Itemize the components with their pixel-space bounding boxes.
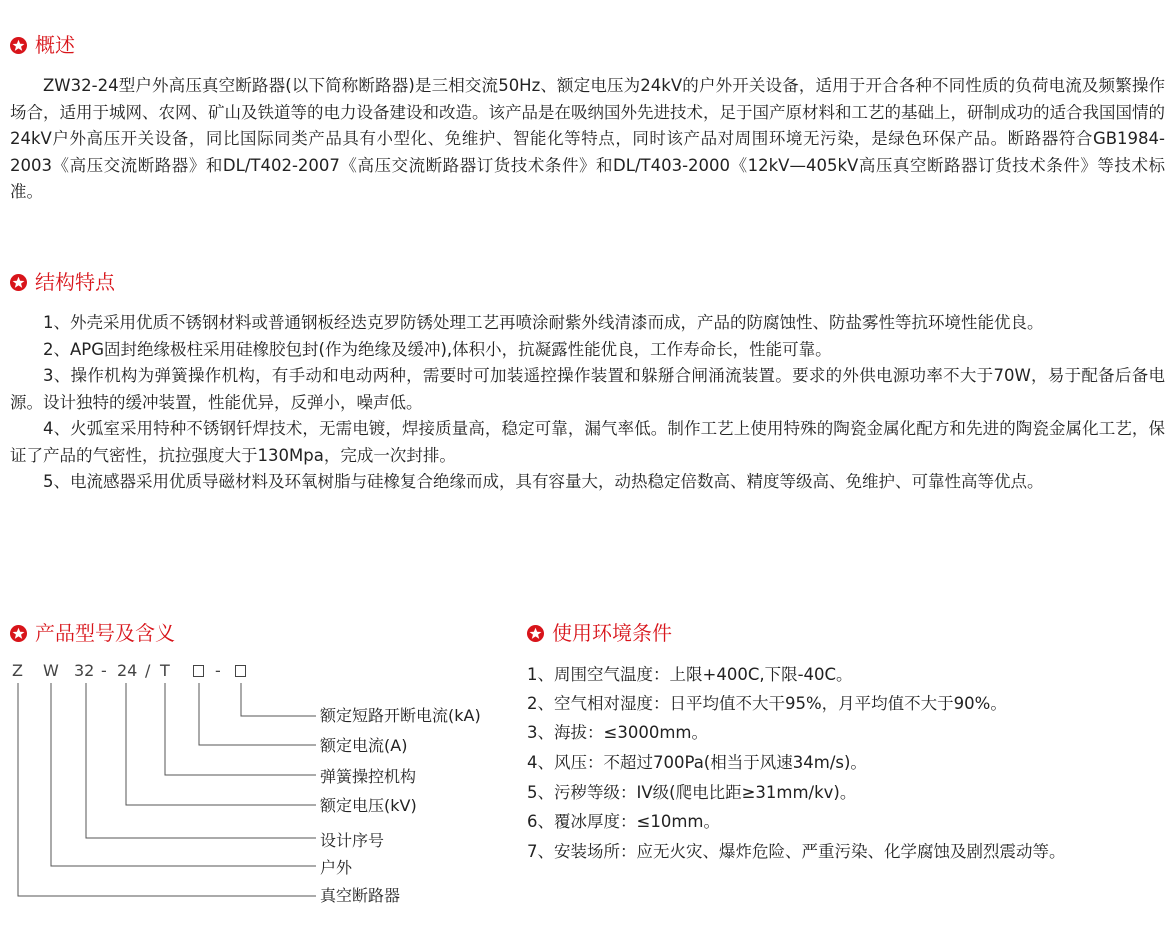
env-item-5: 5、污秽等级：IV级(爬电比距≥31mm/kv)。 — [527, 783, 857, 802]
structure-item-3: 3、操作机构为弹簧操作机构，有手动和电动两种，需要时可加装遥控操作装置和躲掰合闸涌流装置。要求的外供电源功率不大于70W，易于配备后备电源。设计独特的缓冲装置，性能优异，反弹小，噪声低。 — [10, 366, 1165, 412]
env-item-2: 2、空气相对湿度：日平均值不大干95%，月平均值不大于90%。 — [527, 694, 1007, 713]
env-item-6: 6、覆冰厚度：≤10mm。 — [527, 812, 720, 831]
code-24: 24 — [117, 661, 138, 680]
desc-rated-current: 额定电流(A) — [320, 736, 408, 755]
structure-title: 结构特点 — [35, 270, 115, 294]
env-item-3: 3、海拔：≤3000mm。 — [527, 723, 708, 742]
environment-title: 使用环境条件 — [552, 621, 672, 645]
env-item-1: 1、周围空气温度：上限+400C,下限-40C。 — [527, 665, 853, 684]
overview-text: ZW32-24型户外高压真空断路器(以下简称断路器)是三相交流50Hz、额定电压为24kV的户外开关设备，适用于开合各种不同性质的负荷电流及频繁操作场合，适用于城网、农网、矿山及铁道等的电力设备建设和改造。该产品是在吸纳国外先进技术，足于国产原材料和工艺的基础上，研制成功的适合我国国情的24kV户外高压开关设备，同比国际同类产品具有小型化、免维护、智能化等特点，同时该产品对周围环境无污染，是绿色环保产品。断路器符合GB1984-2003《高压交流断路器》和DL/T402-2007《高压交流断路器订货技术条件》和DL/T403-2000《12kV—405kV高压真空断路器订货技术条件》等技术标准。 — [10, 76, 1165, 201]
code-dash-2: - — [215, 661, 221, 680]
env-item-7: 7、安装场所：应无火灾、爆炸危险、严重污染、化学腐蚀及剧烈震动等。 — [527, 842, 1066, 861]
code-t: T — [160, 661, 170, 680]
model-title: 产品型号及含义 — [35, 621, 175, 645]
structure-item-4: 4、火弧室采用特种不锈钢钎焊技术，无需电镀，焊接质量高，稳定可靠，漏气率低。制作工艺上使用特殊的陶瓷金属化配方和先进的陶瓷金属化工艺，保证了产品的气密性，抗拉强度大于130Mpa，完成一次封排。 — [10, 419, 1165, 465]
code-32: 32 — [74, 661, 95, 680]
overview-title: 概述 — [35, 33, 75, 57]
code-w: W — [43, 661, 59, 680]
desc-rated-voltage: 额定电压(kV) — [320, 796, 417, 815]
code-slash: / — [145, 661, 151, 680]
code-z: Z — [12, 661, 23, 680]
structure-item-5: 5、电流感器采用优质导磁材料及环氧树脂与硅橡复合绝缘而成，具有容量大，动热稳定倍数高、精度等级高、免维护、可靠性高等优点。 — [43, 472, 1044, 491]
star-badge-icon — [527, 625, 544, 642]
desc-breaking-current: 额定短路开断电流(kA) — [320, 706, 481, 725]
desc-vacuum-breaker: 真空断路器 — [320, 886, 401, 905]
structure-item-2: 2、APG固封绝缘极柱采用硅橡胶包封(作为绝缘及缓冲),体积小，抗凝露性能优良，工作寿命长，性能可靠。 — [43, 339, 832, 359]
desc-outdoor: 户外 — [320, 858, 353, 877]
model-connector-lines — [0, 0, 330, 936]
env-item-4: 4、风压：不超过700Pa(相当于风速34m/s)。 — [527, 753, 867, 772]
structure-item-1: 1、外壳采用优质不锈钢材料或普通钢板经迭克罗防锈处理工艺再喷涂耐紫外线清漆而成，产品的防腐蚀性、防盐雾性等抗环境性能优良。 — [43, 313, 1044, 332]
code-dash-1: - — [101, 661, 107, 680]
desc-design-number: 设计序号 — [320, 831, 385, 850]
environment-heading — [527, 621, 672, 645]
desc-spring-mechanism: 弹簧操控机构 — [320, 767, 417, 786]
